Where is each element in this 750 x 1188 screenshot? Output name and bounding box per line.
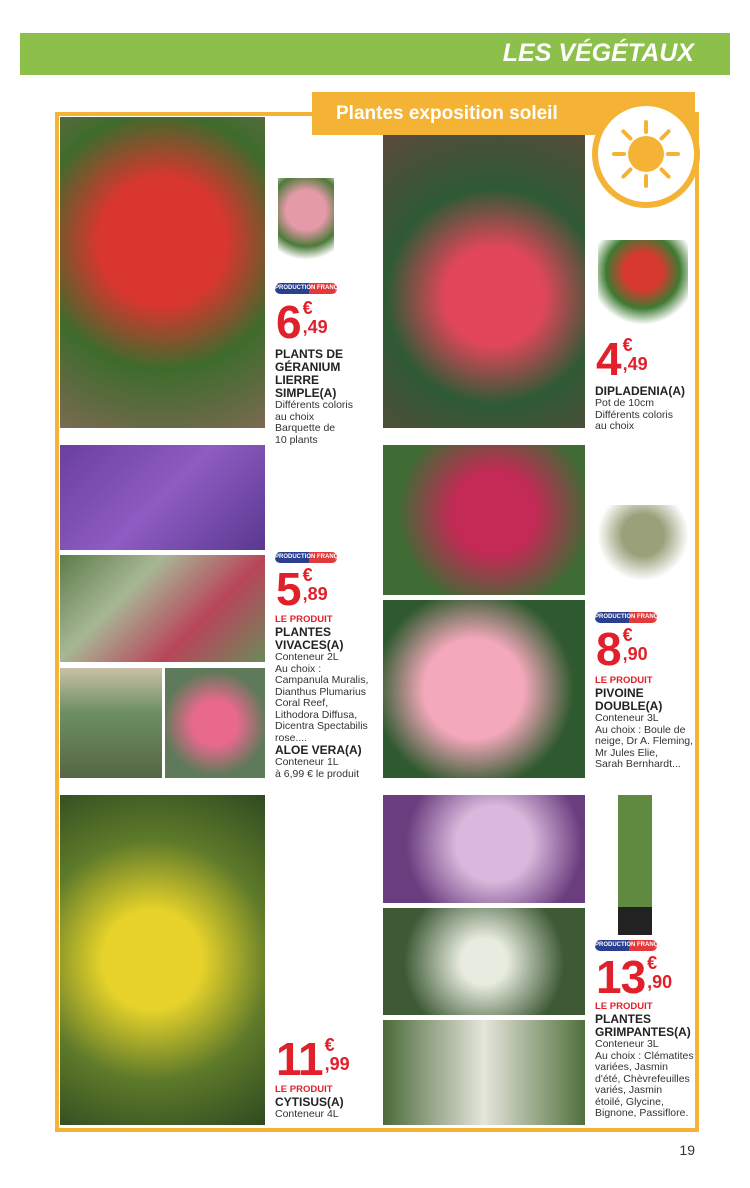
product-name-aloe: ALOE VERA(A) — [275, 743, 362, 757]
price-vivaces — [276, 563, 328, 615]
price-decimal: ,49 — [622, 354, 648, 374]
price-decimal: ,89 — [302, 584, 328, 604]
product-description: Différents coloris au choix Barquette de 10 plants — [275, 399, 354, 446]
price-integer: 6 — [276, 296, 301, 348]
price-decimal: ,99 — [324, 1054, 350, 1074]
production-francaise-badge: PRODUCTION FRANÇAISE — [595, 612, 657, 623]
photo-dipladenia — [383, 135, 585, 428]
per-product-label: LE PRODUIT — [275, 1084, 333, 1095]
sun-icon-core — [628, 136, 664, 172]
photo-peony-red — [383, 445, 585, 595]
product-pivoine — [595, 675, 707, 771]
product-description: Pot de 10cm Différents coloris au choix — [595, 397, 674, 432]
sun-ray — [612, 152, 626, 156]
price-geranium — [276, 296, 328, 348]
product-cytisus — [275, 1084, 380, 1121]
photo-clematis — [383, 795, 585, 903]
product-name: DIPLADENIA(A) — [595, 384, 685, 398]
product-description-aloe: Conteneur 1L à 6,99 € le produit — [275, 756, 360, 780]
photo-climber-pot — [618, 795, 652, 935]
price-integer: 13 — [596, 951, 646, 1003]
price-integer: 11 — [276, 1033, 323, 1085]
price-cytisus — [276, 1033, 350, 1085]
product-description: Conteneur 4L — [275, 1108, 339, 1120]
product-name: PIVOINE DOUBLE(A) — [595, 686, 663, 713]
photo-campanula — [60, 445, 265, 550]
photo-cytisus — [60, 795, 265, 1125]
price-grimpantes — [596, 951, 673, 1003]
price-currency: € — [302, 298, 313, 318]
photo-geranium — [60, 117, 265, 428]
category-title: LES VÉGÉTAUX — [502, 39, 694, 67]
photo-aloe-vera — [60, 668, 162, 778]
per-product-label: LE PRODUIT — [275, 614, 333, 625]
per-product-label: LE PRODUIT — [595, 675, 653, 686]
photo-peony-pink — [383, 600, 585, 778]
product-name: CYTISUS(A) — [275, 1095, 344, 1109]
production-francaise-badge: PRODUCTION FRANÇAISE — [595, 940, 657, 951]
product-name: PLANTES GRIMPANTES(A) — [595, 1012, 691, 1039]
product-grimpantes — [595, 1001, 710, 1120]
price-decimal: ,90 — [622, 644, 648, 664]
photo-fuchsia — [60, 555, 265, 662]
price-currency: € — [622, 625, 633, 645]
price-currency: € — [302, 565, 313, 585]
price-decimal: ,49 — [302, 317, 328, 337]
price-pivoine — [596, 623, 648, 675]
section-title: Plantes exposition soleil — [336, 103, 558, 124]
photo-peony-pot — [598, 505, 688, 605]
price-currency: € — [622, 335, 633, 355]
price-integer: 4 — [596, 333, 621, 385]
category-banner — [20, 33, 730, 75]
price-integer: 5 — [276, 563, 301, 615]
photo-dianthus — [165, 668, 265, 778]
product-description: Conteneur 3L Au choix : Boule de neige, Dr A. Fleming, Mr Jules Elie, Sarah Bernhardt... — [595, 712, 694, 770]
photo-geranium-tray — [278, 178, 334, 270]
product-geranium — [275, 348, 380, 446]
sun-ray — [644, 120, 648, 134]
sun-ray — [644, 174, 648, 188]
product-name: PLANTES VIVACES(A) — [275, 625, 344, 652]
sun-ray — [666, 152, 680, 156]
production-francaise-badge: PRODUCTION FRANÇAISE — [275, 552, 337, 563]
production-francaise-badge: PRODUCTION FRANÇAISE — [275, 283, 337, 294]
price-dipladenia — [596, 333, 648, 385]
price-currency: € — [647, 953, 658, 973]
photo-jasmine — [383, 908, 585, 1015]
price-integer: 8 — [596, 623, 621, 675]
product-name: PLANTS DE GÉRANIUM LIERRE SIMPLE(A) — [275, 347, 344, 400]
price-decimal: ,90 — [647, 972, 673, 992]
product-vivaces — [275, 614, 380, 780]
product-description: Conteneur 2L Au choix : Campanula Muralis, Dianthus Plumarius Coral Reef, Lithodora Diffusa, Dicentra Spectabilis rose.... — [275, 651, 369, 744]
price-currency: € — [324, 1035, 335, 1055]
product-description: Conteneur 3L Au choix : Clématites variées, Jasmin d'été, Chèvrefeuilles variés, Jasmin étoilé, Glycine, Bignone, Passiflore. — [595, 1038, 694, 1119]
page-number: 19 — [679, 1142, 695, 1158]
product-dipladenia — [595, 385, 700, 433]
photo-dipladenia-pot — [598, 240, 688, 330]
photo-honeysuckle — [383, 1020, 585, 1125]
per-product-label: LE PRODUIT — [595, 1001, 653, 1012]
